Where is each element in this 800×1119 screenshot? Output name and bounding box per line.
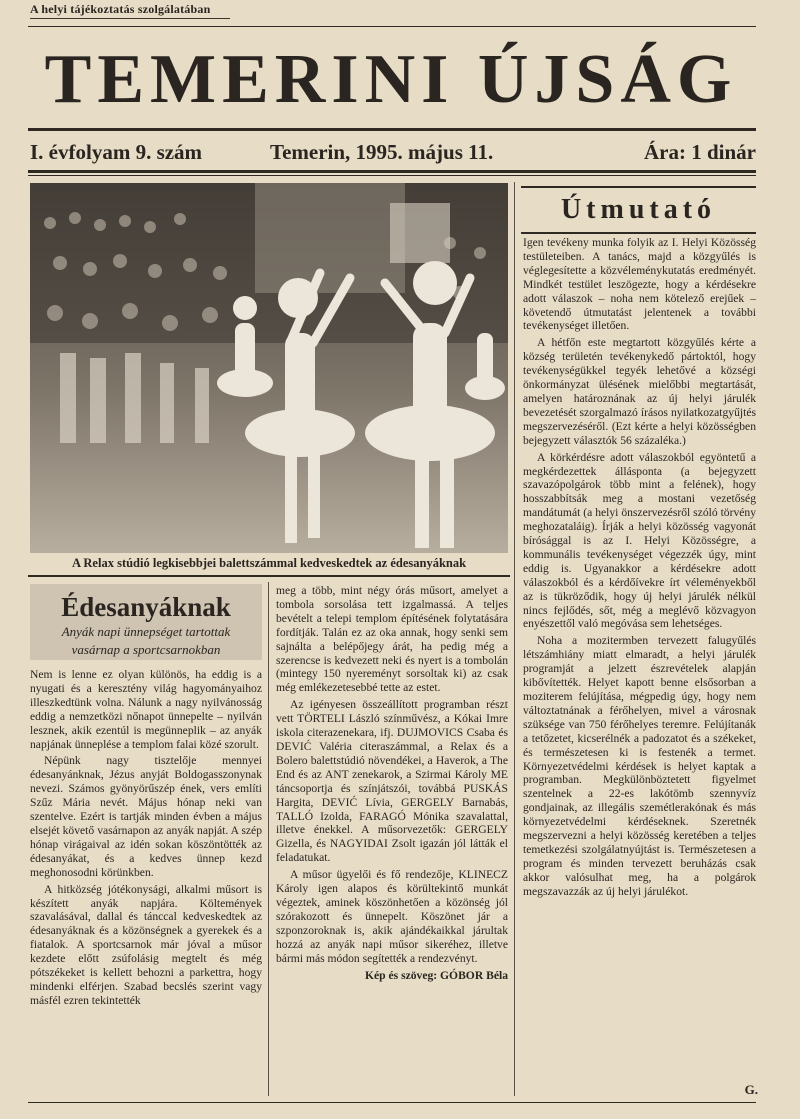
article-paragraph: A műsor ügyelői és fő rendezője, KLINECZ Károly igen alapos és körültekintő munkát végeztek, aminek köszönhetően a közönség jól szórakozott és ünnepelt. Köszönet jár a szponzoroknak is, akik ajándékaikkal járultak hozzá az anyák napi műsor sikeréhez, illetve bármi más módon segítették a rendezvényt. <box>276 868 508 965</box>
tagline-rule <box>30 18 230 19</box>
article-column-1 <box>30 668 262 1008</box>
utmutato-paragraph: Noha a mozitermben tervezett falugyűlés létszámhiány miatt elmaradt, a helyi járulék programját a jelzett észrevételek alapján kibővítették. Helyet kapott benne elsősorban a moziterem felújítása, mégpedig úgy, hogy nem változtatnának a férőhelyen, mivel a városnak szüksége van 750 férőhelyes teremre. Felújítanák a tetőzetet, kicserélnék a padozatot és a székeket, és természetesen ki is festenék a termet. Környezetvédelmi kérdések is helyet kaptak a programban. Megkülönböztetett figyelmet szentelnek a 22-es lakótömb szennyvíz gondjainak, az illegális szemétlerakónak és más környezetvédelmi kérdéseknek. Szeretnék megszervezni a helyi közösség keretében a teljes temetkezési szolgálatnyújtást is. Természetesen a program és minden tervezett beruházás csak akkor valósulhat meg, ha a polgárok megszavazzák az új helyi járulékot. <box>523 634 756 898</box>
utmutato-paragraph: A körkérdésre adott válaszokból egyöntetű a megkérdezettek állásponta (a bejegyzett szavazópolgárok több mint a felének), hogy hosszabbítsák meg a mostani vezetőség mandátumát (a helyi önszervezésről szóló törvény meghozataláig). Írják a helyi közösség vagyonát bírósággal is az I. Helyi Közösségre, a kommunális tevékenységet végezzék úgy, mint eddig is. Ugyanakkor a kérdésekre adott válaszokból és a kérdőívekre írt véleményekből az is tükröződik, hogy új helyi járulék nélkül nincs fejlődés, sőt, még a meglévő közvagyon enyészettől való megóvása sem lehetséges. <box>523 450 756 631</box>
utmutato-title: Útmutató <box>560 194 717 225</box>
bottom-rule <box>28 1102 756 1103</box>
article-signature: Kép és szöveg: GÓBOR Béla <box>365 969 508 983</box>
issue-place-date: Temerin, 1995. május 11. <box>270 140 494 164</box>
ballet-photo <box>30 183 508 553</box>
author-initial: G. <box>744 1082 758 1097</box>
utmutato-paragraph: Igen tevékeny munka folyik az I. Helyi Közösség testületeiben. A tanács, majd a közgyűlés is véglegesítette a közvéleménykutatás eredményét. Mindkét testület leszögezte, hogy a kérdésekre adott válaszok – noha nem kötelező erejűek – követendő útmutatást jelentenek a további tevékenységet illetően. <box>523 236 756 333</box>
masthead-top-rule <box>28 26 756 27</box>
article-headline-box <box>30 584 262 660</box>
article-paragraph: Nem is lenne ez olyan különös, ha eddig is a nyugati és a keresztény világ hagyományaihoz illeszkedtünk volna. Nálunk a nagy nyilvánosság eddig a nemzetközi nőnapot ünnepelte – nyilván lesznek, akik ezentúl is megünneplik – az anyák napjának ünneplése a templom falai közé szorult. <box>30 668 262 751</box>
article-title: Édesanyáknak <box>61 592 231 622</box>
issue-price: Ára: 1 dinár <box>644 140 756 164</box>
issue-bottom-rule <box>28 170 756 173</box>
issue-volume: I. évfolyam 9. szám <box>30 140 203 164</box>
article-subtitle-line2: vasárnap a sportcsarnokban <box>71 642 221 657</box>
article-paragraph: Az igényesen összeállított programban részt vett TÖRTELI László színművész, a Kókai Imre iskola citerazenekara, ifj. DUJMOVICS Csaba és DEVIĆ Valéria citeraszámmal, a Relax és a Bolero balettstúdió növendékei, a Haverok, a The End és az ANT zenekarok, a Szirmai Károly ME táncsoportja és színjátszói, továbbá PUSKÁS Hargita, DEVIĆ Lívia, GERGELY Barnabás, TALLÓ Izolda, FARAGÓ Mónika szavalattal, illetve énekkel. A műsorvezetők: GERGELY Gizella, és NAGYIDAI Zsolt igazán jól látták el feladatukat. <box>276 698 508 865</box>
utmutato-paragraph: A hétfőn este megtartott közgyűlés kérte a község területén tevékenykedő pártoktól, hogy tevékenységükkel tegyék lehetővé a községi önkormányzat ülésének mielőbbi megtartását, amelyen határoznának az új helyi járulék bevezetését szorgalmazó írásos nyilatkozatgyűjtés megszervezéséről. (Ezt kérte a helyi közösségben bejegyzett választók 56 százaléka.) <box>523 336 756 447</box>
article-subtitle-line1: Anyák napi ünnepséget tartottak <box>61 624 231 639</box>
column-rule-middle <box>268 582 269 1096</box>
issue-top-rule <box>28 128 756 131</box>
utmutato-column <box>523 236 756 899</box>
article-paragraph: A hitközség jótékonysági, alkalmi műsort is készített anyák napjára. Költemények szavalásával, dallal és tánccal kedveskedtek az édesanyáknak és a közönségnek a gyerekek és a fiatalok. A sportcsarnok már jóval a műsor kezdete előtt zsúfolásig megtelt és még pótszékeket is kellett behozni a parkettra, hogy mindenki elférjen. Szabad becslés szerint vagy másfél ezren tekintették <box>30 882 262 1007</box>
column-rule-right <box>514 182 515 1096</box>
article-column-2 <box>276 584 508 983</box>
caption-rule <box>28 575 510 577</box>
photo-caption: A Relax stúdió legkisebbjei balettszámmal kedveskedtek az édesanyáknak <box>71 556 467 570</box>
article-paragraph: Népünk nagy tisztelője mennyei édesanyánknak, Jézus anyját Boldogasszonynak nevezi. Számos gyönyörűszép ének, vers említi Szűz Mária nevét. Május hónap neki van szentelve. Ezért is tartják minden évben a május elsejét követő vasárnapon az anyák napját. A szép hónap virágaival az idén sokan köszöntötték az édesanyákat, és a kedves ünnep kezd meghonosodni körünkben. <box>30 754 262 879</box>
issue-bottom-rule-thin <box>28 175 756 176</box>
utmutato-headline-box <box>521 186 756 234</box>
article-paragraph: meg a több, mint négy órás műsort, amelyet a tombola sorsolása tett izgalmassá. A teljes bevételt a telepi templom építésének folytatására fordítják. Talán ez az oka annak, hogy senki sem sajnálta a belépőjegy árát, ha pedig még a szerencse is kedvezett neki és nyert is a tombolán (mintegy 150 nyereményt sorsoltak ki) az csak még emlékezetesebbé tette az estet. <box>276 584 508 695</box>
tagline: A helyi tájékoztatás szolgálatában <box>30 2 211 16</box>
masthead-title: TEMERINI ÚJSÁG <box>44 41 738 118</box>
